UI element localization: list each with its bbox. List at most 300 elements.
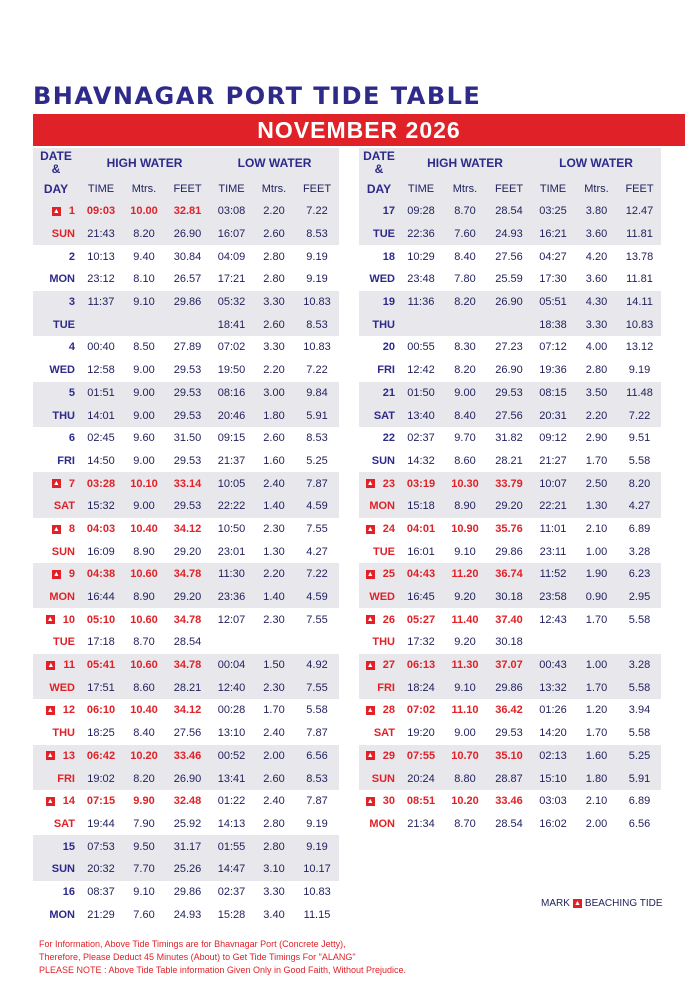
high-water-header: HIGH WATER (79, 148, 210, 178)
low-water-cell: 3.00 (253, 382, 295, 405)
day-cell: SUN (33, 223, 79, 246)
high-water-cell: 9.90 (133, 795, 155, 808)
low-water-cell: 10.83 (303, 341, 331, 354)
high-water-cell: 15:18 (399, 495, 443, 518)
low-water-cell: 2.80 (263, 250, 285, 263)
high-water-cell: 04:03 (86, 522, 116, 535)
day-cell: SAT (33, 495, 79, 518)
mtrs-header: Mtrs. (123, 178, 165, 200)
low-water-cell: 11:01 (539, 522, 567, 535)
low-water-cell: 20:46 (210, 404, 253, 427)
high-water-cell: 7.60 (443, 223, 487, 246)
high-water-cell: 7.60 (133, 908, 155, 921)
high-water-cell: 18:24 (399, 676, 443, 699)
low-water-cell: 3.60 (575, 223, 618, 246)
high-water-cell: 12:42 (407, 364, 435, 377)
day-cell: TUE (359, 223, 399, 246)
high-water-cell: 06:42 (79, 745, 123, 768)
low-water-cell: 4.20 (585, 250, 608, 263)
low-water-cell: 13:32 (531, 676, 575, 699)
high-water-cell: 25.59 (495, 273, 523, 286)
low-water-cell: 5.91 (618, 767, 661, 790)
table-row (33, 903, 339, 926)
low-water-cell: 9.19 (306, 817, 328, 830)
high-water-cell: 01:50 (399, 382, 443, 405)
high-water-cell: 29.86 (165, 291, 210, 314)
tide-table-right (359, 148, 661, 835)
table-row (33, 336, 339, 359)
low-water-cell: 4.00 (585, 341, 608, 354)
table-row (33, 359, 339, 382)
high-water-cell: 36.42 (495, 704, 523, 717)
table-row (359, 427, 661, 450)
low-water-cell: 2.10 (585, 795, 608, 808)
day-cell: WED (359, 586, 399, 609)
high-water-cell: 05:27 (406, 613, 436, 626)
high-water-cell: 12:58 (87, 364, 115, 377)
legend-text: BEACHING TIDE (584, 898, 663, 909)
low-water-cell: 05:32 (210, 291, 253, 314)
table-row (359, 223, 661, 246)
date-header: DATE & (359, 148, 399, 178)
high-water-cell: 37.40 (495, 613, 523, 626)
table-row (33, 858, 339, 881)
low-water-cell: 6.56 (295, 745, 339, 768)
high-water-cell: 9.00 (123, 495, 165, 518)
high-water-cell: 10.20 (451, 795, 479, 808)
low-water-cell: 5.58 (306, 704, 328, 717)
high-water-cell: 21:29 (87, 908, 115, 921)
low-water-cell: 8.20 (618, 472, 661, 495)
tide-rows-right (359, 200, 661, 835)
low-water-cell: 2.80 (253, 835, 295, 858)
tide-rows-left (33, 200, 339, 926)
low-water-cell: 7.87 (295, 472, 339, 495)
high-water-cell: 05:10 (86, 613, 116, 626)
table-row (359, 313, 661, 336)
low-water-cell: 11.81 (626, 273, 653, 286)
low-water-cell: 3.50 (575, 382, 618, 405)
low-water-cell: 7.22 (295, 563, 339, 586)
high-water-cell: 00:55 (407, 341, 435, 354)
low-water-cell: 8.53 (306, 432, 328, 445)
high-water-cell: 7.80 (454, 273, 476, 286)
low-water-cell: 3.30 (575, 313, 618, 336)
high-water-cell: 8.90 (133, 545, 155, 558)
high-water-cell: 9.20 (454, 636, 476, 649)
day-cell: WED (49, 364, 75, 377)
high-water-cell: 8.50 (133, 341, 155, 354)
high-water-cell: 8.60 (454, 454, 476, 467)
day-cell: SAT (53, 817, 75, 830)
low-water-cell: 10.83 (295, 291, 339, 314)
day-cell: THU (359, 313, 399, 336)
high-water-cell: 10.40 (130, 522, 158, 535)
low-water-cell: 17:21 (217, 273, 246, 286)
low-water-cell: 2.60 (253, 767, 295, 790)
day-cell: FRI (359, 676, 399, 699)
date-cell: ▲ 11 (33, 654, 79, 677)
high-water-cell: 34.78 (173, 613, 202, 626)
high-water-cell: 10.60 (123, 563, 165, 586)
high-water-cell: 19:02 (79, 767, 123, 790)
low-water-cell: 2.30 (253, 676, 295, 699)
high-water-cell: 02:37 (407, 432, 435, 445)
low-water-cell: 01:22 (217, 795, 246, 808)
low-water-cell: 5.58 (628, 727, 651, 740)
high-water-cell: 04:43 (399, 563, 443, 586)
table-row (359, 382, 661, 405)
low-water-cell: 19:50 (217, 364, 246, 377)
date-cell: ▲ 1 (33, 200, 79, 223)
date-cell: 22 (382, 432, 395, 445)
legend (541, 898, 663, 909)
table-row (33, 540, 339, 563)
high-water-cell: 19:44 (87, 817, 115, 830)
high-water-cell (443, 313, 487, 336)
high-water-cell: 06:13 (399, 654, 443, 677)
day-cell: SUN (33, 858, 79, 881)
low-water-cell: 2.90 (585, 432, 608, 445)
high-water-cell: 9.70 (454, 432, 476, 445)
high-water-cell: 32.81 (165, 200, 210, 223)
low-water-cell: 1.80 (253, 404, 295, 427)
low-water-cell: 4.30 (575, 291, 618, 314)
beaching-tide-marker-icon: ▲ (46, 752, 54, 760)
low-water-cell: 11:30 (210, 563, 253, 586)
low-water-cell: 6.23 (618, 563, 661, 586)
high-water-cell: 27.56 (487, 404, 531, 427)
date-cell: 3 (33, 291, 79, 314)
day-cell: SUN (359, 767, 399, 790)
low-water-cell: 12.47 (618, 200, 661, 223)
table-row (359, 268, 661, 291)
high-water-cell: 17:32 (407, 636, 435, 649)
date-cell: ▲ 29 (359, 745, 399, 768)
low-water-cell (575, 631, 618, 654)
low-water-cell: 1.30 (263, 545, 285, 558)
table-row (33, 608, 339, 631)
low-water-cell: 3.10 (253, 858, 295, 881)
tide-table-left (33, 148, 339, 926)
high-water-cell: 28.21 (165, 676, 210, 699)
low-water-cell: 7.55 (295, 676, 339, 699)
high-water-cell: 33.46 (165, 745, 210, 768)
low-water-cell: 08:16 (210, 382, 253, 405)
date-cell: ▲ 10 (46, 613, 75, 626)
table-row (33, 881, 339, 904)
table-row (359, 722, 661, 745)
high-water-cell: 26.90 (487, 291, 531, 314)
low-water-cell: 2.30 (263, 522, 285, 535)
high-water-cell: 22:36 (399, 223, 443, 246)
high-water-cell: 8.20 (443, 291, 487, 314)
low-water-cell: 01:55 (210, 835, 253, 858)
feet-header: FEET (487, 178, 531, 200)
day-cell: SAT (373, 727, 395, 740)
table-row (33, 245, 339, 268)
low-water-cell: 10:05 (210, 472, 253, 495)
low-water-cell: 3.30 (263, 885, 285, 898)
high-water-cell: 8.60 (123, 676, 165, 699)
table-row (359, 472, 661, 495)
low-water-cell: 2.20 (263, 364, 285, 377)
beaching-tide-marker-icon: ▲ (52, 480, 60, 488)
table-row (33, 813, 339, 836)
high-water-cell: 9.10 (133, 885, 155, 898)
mtrs-header: Mtrs. (253, 178, 295, 200)
low-water-cell: 13:10 (217, 727, 246, 740)
high-water-cell: 11:37 (79, 291, 123, 314)
day-header: DAY (359, 178, 399, 200)
low-water-cell: 14:20 (539, 727, 567, 740)
low-water-cell: 13.12 (625, 341, 654, 354)
date-cell: 21 (359, 382, 399, 405)
high-water-cell: 32.48 (173, 795, 202, 808)
high-water-cell: 9.00 (133, 364, 155, 377)
high-water-cell: 8.30 (454, 341, 476, 354)
date-cell: ▲ 25 (359, 563, 399, 586)
table-row (33, 200, 339, 223)
low-water-cell: 1.70 (585, 727, 608, 740)
high-water-cell: 07:55 (399, 745, 443, 768)
low-water-cell: 21:27 (539, 454, 567, 467)
high-water-cell: 25.92 (173, 817, 202, 830)
low-water-cell: 1.00 (575, 654, 618, 677)
high-water-cell: 28.21 (495, 454, 523, 467)
high-water-cell: 17:18 (87, 636, 115, 649)
low-water-cell: 9.19 (306, 250, 328, 263)
low-water-cell: 2.50 (575, 472, 618, 495)
high-water-cell: 10.30 (443, 472, 487, 495)
high-water-cell: 26.90 (165, 767, 210, 790)
high-water-cell: 8.70 (443, 200, 487, 223)
low-water-cell: 1.40 (253, 495, 295, 518)
low-water-cell: 2.40 (253, 472, 295, 495)
low-water-cell: 7.22 (306, 364, 328, 377)
low-water-cell: 1.70 (575, 676, 618, 699)
high-water-cell: 10:13 (87, 250, 115, 263)
day-cell: WED (369, 273, 395, 286)
high-water-cell: 36.74 (487, 563, 531, 586)
high-water-cell: 8.70 (133, 636, 155, 649)
beaching-tide-marker-icon: ▲ (366, 707, 374, 715)
high-water-cell: 16:44 (79, 586, 123, 609)
low-water-cell: 03:08 (210, 200, 253, 223)
high-water-cell: 9.10 (443, 676, 487, 699)
low-water-cell: 3.60 (585, 273, 608, 286)
low-water-cell: 8.53 (295, 313, 339, 336)
table-row (359, 631, 661, 654)
high-water-cell: 34.12 (173, 522, 202, 535)
table-row (359, 608, 661, 631)
high-water-cell: 29.53 (487, 382, 531, 405)
low-water-cell: 7.22 (295, 200, 339, 223)
table-row (33, 404, 339, 427)
beaching-tide-marker-icon: ▲ (366, 616, 374, 624)
day-header: DAY (33, 178, 79, 200)
high-water-cell: 04:01 (406, 522, 436, 535)
low-water-cell: 18:41 (210, 313, 253, 336)
low-water-cell: 5.58 (628, 613, 651, 626)
high-water-cell: 03:28 (79, 472, 123, 495)
low-water-cell: 09:12 (539, 432, 567, 445)
low-water-cell: 1.70 (585, 454, 608, 467)
high-water-cell: 26.90 (495, 364, 523, 377)
high-water-cell: 28.87 (487, 767, 531, 790)
low-water-cell: 10.83 (618, 313, 661, 336)
high-water-cell: 11.30 (443, 654, 487, 677)
low-water-cell: 4.27 (618, 495, 661, 518)
low-water-cell: 16:02 (539, 817, 567, 830)
low-water-cell: 14.11 (618, 291, 661, 314)
low-water-cell: 7.87 (306, 727, 328, 740)
beaching-tide-marker-icon: ▲ (52, 207, 60, 215)
high-water-cell: 14:50 (87, 454, 115, 467)
high-water-cell: 08:37 (87, 885, 115, 898)
high-water-cell: 33.46 (495, 795, 523, 808)
high-water-cell: 20:32 (79, 858, 123, 881)
high-water-cell: 30.18 (487, 586, 531, 609)
high-water-cell: 10.10 (123, 472, 165, 495)
table-row (359, 359, 661, 382)
high-water-cell: 16:01 (407, 545, 435, 558)
day-cell: MON (33, 586, 79, 609)
high-water-cell: 29.20 (165, 586, 210, 609)
low-water-cell: 4.92 (295, 654, 339, 677)
table-row (359, 518, 661, 541)
low-water-cell: 0.90 (575, 586, 618, 609)
low-water-cell: 04:27 (539, 250, 567, 263)
high-water-cell: 35.10 (487, 745, 531, 768)
date-cell: 16 (62, 885, 75, 898)
beaching-tide-marker-icon: ▲ (366, 525, 374, 533)
date-cell: 2 (68, 250, 75, 263)
low-water-cell: 5.58 (628, 454, 651, 467)
table-row (33, 268, 339, 291)
high-water-cell: 29.53 (165, 404, 210, 427)
high-water-cell: 01:51 (79, 382, 123, 405)
low-water-cell (210, 631, 253, 654)
high-water-cell: 8.40 (133, 727, 155, 740)
time-header: TIME (531, 178, 575, 200)
date-cell: ▲ 13 (33, 745, 79, 768)
month-banner: NOVEMBER 2026 (33, 114, 685, 146)
low-water-cell: 00:28 (217, 704, 246, 717)
low-water-cell: 01:26 (539, 704, 567, 717)
low-water-cell: 13:41 (210, 767, 253, 790)
high-water-cell: 29.20 (487, 495, 531, 518)
low-water-cell: 23:11 (539, 545, 567, 558)
high-water-cell: 03:19 (399, 472, 443, 495)
date-cell: 5 (33, 382, 79, 405)
low-water-cell: 5.91 (295, 404, 339, 427)
high-water-cell: 9.00 (454, 727, 476, 740)
table-row (33, 472, 339, 495)
low-water-cell: 00:04 (210, 654, 253, 677)
table-row (33, 654, 339, 677)
low-water-cell: 6.89 (628, 795, 651, 808)
low-water-header: LOW WATER (210, 148, 339, 178)
high-water-cell: 08:51 (406, 795, 436, 808)
high-water-cell: 11.10 (451, 704, 479, 717)
low-water-cell: 9.84 (295, 382, 339, 405)
high-water-cell: 13:40 (399, 404, 443, 427)
high-water-cell: 8.70 (454, 817, 476, 830)
low-water-cell: 03:03 (539, 795, 567, 808)
low-water-cell: 8.53 (295, 223, 339, 246)
high-water-cell: 07:15 (86, 795, 116, 808)
low-water-cell: 4.59 (295, 586, 339, 609)
table-row (33, 699, 339, 722)
beaching-tide-marker-icon: ▲ (573, 899, 581, 907)
high-water-cell: 20:24 (399, 767, 443, 790)
high-water-cell: 30.84 (173, 250, 202, 263)
high-water-cell: 28.54 (173, 636, 202, 649)
low-water-cell: 22:22 (210, 495, 253, 518)
high-water-cell (165, 313, 210, 336)
low-water-cell: 11:52 (531, 563, 575, 586)
table-row (359, 404, 661, 427)
low-water-cell: 2.20 (253, 563, 295, 586)
low-water-cell: 2.10 (585, 522, 608, 535)
high-water-cell: 33.14 (165, 472, 210, 495)
low-water-cell: 08:15 (531, 382, 575, 405)
high-water-cell: 11.20 (443, 563, 487, 586)
high-water-cell: 10.90 (451, 522, 479, 535)
footer-notes (39, 938, 406, 977)
low-water-cell: 16:21 (531, 223, 575, 246)
high-water-cell: 29.53 (173, 454, 202, 467)
high-water-cell (123, 313, 165, 336)
low-water-cell: 12:07 (217, 613, 246, 626)
high-water-cell: 27.23 (495, 341, 523, 354)
high-water-cell: 9.10 (123, 291, 165, 314)
high-water-cell: 29.86 (487, 676, 531, 699)
low-water-cell: 3.30 (253, 291, 295, 314)
high-water-cell: 29.53 (173, 364, 202, 377)
high-water-cell: 29.86 (173, 885, 202, 898)
table-row (33, 450, 339, 473)
table-row (359, 586, 661, 609)
low-water-cell: 2.80 (263, 273, 285, 286)
table-row (359, 790, 661, 813)
date-cell: ▲ 12 (46, 704, 75, 717)
high-water-cell: 17:51 (79, 676, 123, 699)
high-water-cell: 06:10 (86, 704, 116, 717)
low-water-cell: 2.00 (585, 817, 608, 830)
low-water-cell: 11.81 (618, 223, 661, 246)
date-cell: ▲ 14 (46, 795, 75, 808)
low-water-cell (295, 631, 339, 654)
table-row (359, 336, 661, 359)
high-water-cell: 8.20 (123, 223, 165, 246)
low-water-cell: 2.60 (253, 313, 295, 336)
high-water-cell (487, 313, 531, 336)
date-cell: ▲ 26 (366, 613, 395, 626)
high-water-cell: 8.40 (443, 404, 487, 427)
date-header: DATE & (33, 148, 79, 178)
high-water-cell: 8.80 (443, 767, 487, 790)
high-water-cell: 35.76 (495, 522, 523, 535)
low-water-cell: 1.70 (585, 613, 608, 626)
date-cell: 19 (359, 291, 399, 314)
table-row (33, 631, 339, 654)
beaching-tide-marker-icon: ▲ (52, 570, 60, 578)
date-cell: 6 (68, 432, 75, 445)
low-water-cell: 2.60 (263, 432, 285, 445)
mtrs-header: Mtrs. (443, 178, 487, 200)
